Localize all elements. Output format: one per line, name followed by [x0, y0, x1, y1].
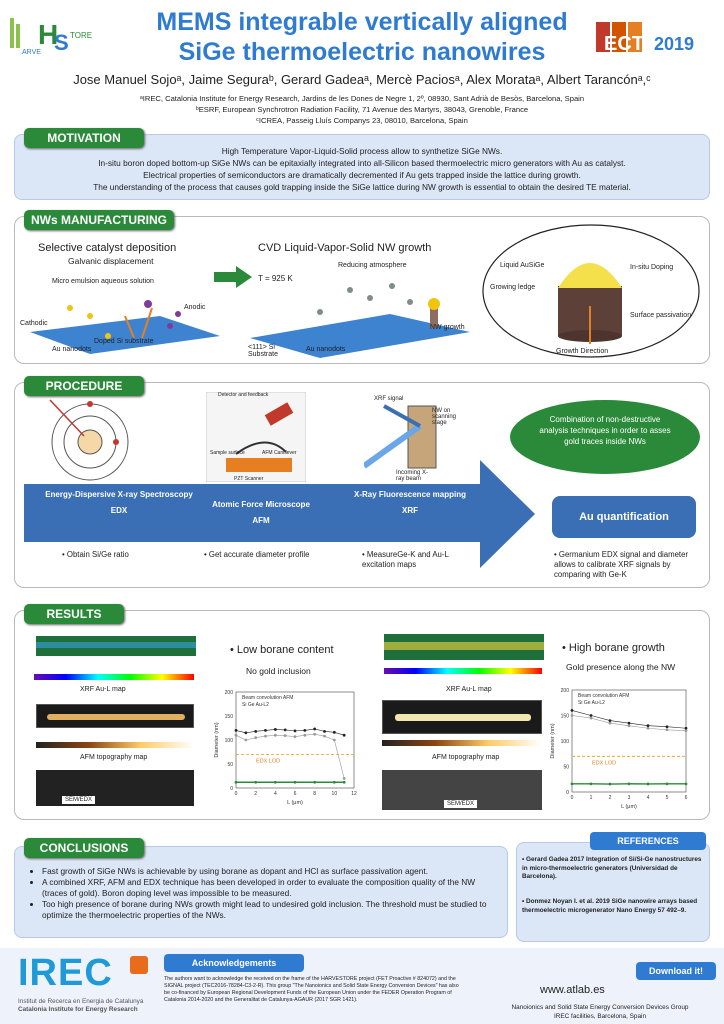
- y-tick-label: 200: [224, 690, 233, 696]
- svg-text:ARVE: ARVE: [22, 49, 41, 56]
- liquid-ausige-label: Liquid AuSiGe: [500, 262, 545, 269]
- afm-cantilever-label: AFM Cantilever: [262, 450, 297, 456]
- anodic-label: Anodic: [184, 304, 206, 311]
- xrf-map-low: [30, 634, 200, 664]
- ect2019-logo: [596, 16, 716, 62]
- au-quant-bullet: • Germanium EDX signal and diameter allows to calibrate XRF signals by comparing with Ge-K: [554, 550, 689, 579]
- data-point: [647, 783, 650, 786]
- data-point: [628, 782, 631, 785]
- y-tick-label: 150: [560, 713, 569, 720]
- edx-lod-label: EDX LOD: [256, 758, 281, 765]
- data-point: [647, 724, 650, 727]
- afm-diagram: [206, 392, 306, 482]
- x-tick-label: 3: [627, 795, 631, 801]
- high-borane-subtitle: Gold presence along the NW: [566, 662, 676, 672]
- micro-emulsion-label: Micro emulsion aqueous solution: [52, 278, 154, 285]
- data-point: [313, 781, 316, 784]
- edx-lod-label: EDX LOD: [592, 760, 617, 767]
- data-point: [235, 781, 238, 784]
- au-quantification-box: Au quantification: [552, 496, 696, 538]
- data-point: [590, 782, 593, 785]
- ect2019-logo-icon: [596, 16, 716, 62]
- acknowledgements-text: The authors want to acknowledge the received on the frame of the HARVESTORE project (FET Proactive # 824072) and the SIGNAL project (TEC2016-78284-C3-2-R). This group "The Nanoionics and Solid State Energy Conversion Devices" has also be co-financed by European Regional Development Funds of the European Union under the FEDER Operation Program of Catalonia 2014-2020 and the Generalitat de Catalunya-AGAUR (2017 SGR 1421).: [164, 976, 459, 1003]
- afm-bullet: • Get accurate diameter profile: [204, 550, 310, 559]
- data-point: [323, 730, 326, 733]
- legend-text-2: Si Ge Au-L2: [242, 702, 269, 708]
- affiliation-b: ᵇESRF, European Synchrotron Radiation Facility, 71 Avenue des Martyrs, 38043, Grenoble, France: [195, 105, 529, 114]
- afm-map-low: [36, 704, 194, 728]
- legend-text: Beam convolution AFM: [578, 693, 630, 699]
- y-axis-label: Diameter (nm): [214, 722, 220, 758]
- cvd-title: CVD Liquid-Vapor-Solid NW growth: [258, 242, 432, 254]
- data-point: [294, 781, 297, 784]
- y-tick-label: 200: [560, 688, 569, 694]
- high-borane-title: • High borane growth: [562, 642, 665, 654]
- affiliation-c: ᶜICREA, Passeig Lluís Companys 23, 08010, Barcelona, Spain: [256, 116, 468, 125]
- y-tick-label: 100: [560, 739, 569, 745]
- catalyst-title: Selective catalyst deposition: [38, 242, 177, 254]
- data-point: [294, 735, 297, 738]
- incoming-beam-label: Incoming X-ray beam: [396, 470, 429, 482]
- xrf-abbr: XRF: [402, 506, 418, 515]
- x-tick-label: 10: [331, 791, 338, 797]
- au-nanodots-label: Au nanodots: [52, 346, 92, 353]
- afm-name: Atomic Force Microscope: [212, 500, 310, 509]
- afm-colorbar-high: [382, 740, 542, 746]
- xrf-bullet: • MeasureGe-K and Au-L excitation maps: [362, 550, 449, 569]
- authors: Jose Manuel Sojoᵃ, Jaime Seguraᵇ, Gerard Gadeaᵃ, Mercè Paciosᵃ, Alex Morataᵃ, Albert Tarancónᵃ,ᶜ: [73, 72, 651, 87]
- acknowledgements-tab: Acknowledgements: [164, 954, 304, 972]
- si111-label: <111> Si Substrate: [248, 344, 278, 358]
- procedure-tab: PROCEDURE: [24, 376, 144, 396]
- data-point: [333, 731, 336, 734]
- data-point: [343, 734, 346, 737]
- x-tick-label: 6: [293, 791, 297, 797]
- motivation-line-1: High Temperature Vapor-Liquid-Solid process allow to synthetize SiGe NWs.: [221, 146, 503, 156]
- y-tick-label: 100: [224, 738, 233, 744]
- data-point: [628, 722, 631, 725]
- data-point: [343, 781, 346, 784]
- detector-label: Detector and feedback: [218, 392, 269, 398]
- data-point: [254, 781, 257, 784]
- irec-logo: IREC: [18, 952, 113, 994]
- y-axis-label: Diameter (nm): [550, 723, 556, 759]
- data-point: [571, 709, 574, 712]
- data-point: [235, 729, 238, 732]
- au-nanodots-label-2: Au nanodots: [306, 346, 346, 353]
- y-tick-label: 50: [227, 762, 233, 768]
- x-tick-label: 4: [273, 791, 277, 797]
- data-point: [254, 736, 257, 739]
- xrf-label-low: XRF Au-L map: [80, 686, 126, 693]
- chart-low-borane: [212, 682, 372, 806]
- results-tab: RESULTS: [24, 604, 124, 624]
- data-point: [666, 782, 669, 785]
- conclusion-item: • Fast growth of SiGe NWs is achievable by using borane as dopant and HCl as surface passivation agent.: [42, 866, 500, 877]
- insitu-doping-label: In-situ Doping: [630, 264, 674, 271]
- data-point: [274, 728, 277, 731]
- motivation-line-4: The understanding of the process that causes gold trapping inside the SiGe lattice during NW growth is essential to obtain the desired TE material.: [93, 182, 631, 192]
- data-point: [685, 729, 688, 732]
- xrf-technique: [350, 490, 470, 516]
- xrf-colorbar-high: [384, 668, 542, 674]
- data-point: [333, 781, 336, 784]
- download-button[interactable]: Download it!: [636, 962, 716, 980]
- data-point: [303, 729, 306, 732]
- motivation-line-3: Electrical properties of semiconductors are dramatically decremented if Au gets trapped inside the lattice during growth.: [143, 170, 581, 180]
- data-point: [609, 783, 612, 786]
- data-point: [264, 735, 267, 738]
- x-tick-label: 4: [646, 795, 650, 801]
- conclusion-item: • Too high presence of borane during NWs growth might lead to undesired gold inclusion. The threshold must be studied to optimize the thermoelectric properties of the NWs.: [42, 899, 500, 921]
- x-tick-label: 0: [234, 791, 238, 797]
- y-tick-label: 50: [563, 764, 569, 771]
- data-point: [571, 782, 574, 785]
- conclusions-list: [30, 866, 500, 921]
- catalyst-subtitle: Galvanic displacement: [68, 256, 154, 266]
- x-tick-label: 5: [665, 795, 669, 801]
- data-point: [323, 735, 326, 738]
- poster-title-line2: SiGe thermoelectric nanowires: [178, 38, 546, 66]
- data-point: [343, 777, 346, 780]
- y-tick-label: 150: [224, 714, 233, 720]
- data-point: [571, 714, 574, 717]
- atom-diagram: [40, 398, 140, 484]
- conclusion-item: • A combined XRF, AFM and EDX technique has been developed in order to evaluate the composition quality of the NW (traces of gold). Boron doping level was impossible to be measured.: [42, 877, 500, 899]
- data-point: [284, 734, 287, 737]
- data-point: [313, 728, 316, 731]
- low-borane-subtitle: No gold inclusion: [246, 666, 311, 676]
- data-point: [666, 725, 669, 728]
- data-point: [294, 729, 297, 732]
- data-point: [235, 734, 238, 737]
- afm-map-high: [382, 700, 542, 734]
- x-tick-label: 2: [254, 791, 258, 797]
- data-point: [303, 734, 306, 737]
- xrf-signal-label: XRF signal: [374, 396, 404, 402]
- x-tick-label: 1: [589, 795, 593, 801]
- temperature-label: T = 925 K: [258, 274, 293, 283]
- procedure-arrow-head: [480, 460, 535, 568]
- growing-ledge-label: Growing ledge: [490, 284, 536, 291]
- afm-abbr: AFM: [252, 516, 270, 525]
- motivation-line-2: In-situ boron doped bottom-up SiGe NWs can be epitaxially integrated into all-Silicon based thermoelectric micro generators with Au as catalyst.: [98, 158, 626, 168]
- reference-1: • Gerard Gadea 2017 Integration of Si/Si-Ge nanostructures in micro-thermoelectric generators (Universidad de Barcelona).: [522, 856, 702, 880]
- facilities: IREC facilities, Barcelona, Spain: [554, 1013, 646, 1020]
- svg-text:ECT: ECT: [604, 33, 644, 55]
- conclusions-tab: CONCLUSIONS: [24, 838, 144, 858]
- data-point: [628, 724, 631, 727]
- edx-name: Energy-Dispersive X-ray Spectroscopy: [45, 490, 193, 499]
- motivation-tab: MOTIVATION: [24, 128, 144, 148]
- afm-label-high: AFM topography map: [432, 754, 500, 761]
- edx-bullet: • Obtain Si/Ge ratio: [62, 550, 129, 559]
- x-tick-label: 8: [313, 791, 317, 797]
- data-point: [284, 729, 287, 732]
- sem-label-low: SEM/EDX: [62, 796, 95, 804]
- data-point: [590, 717, 593, 720]
- y-tick-label: 0: [566, 790, 569, 796]
- doped-si-label: Doped Si substrate: [94, 338, 154, 345]
- references-tab: REFERENCES: [590, 832, 706, 850]
- x-tick-label: 2: [608, 795, 612, 801]
- sample-surface-label: Sample surface: [210, 450, 245, 456]
- combination-ellipse: Combination of non-destructive analysis techniques in order to asses gold traces inside NWs: [510, 400, 700, 474]
- svg-text:H: H: [38, 19, 59, 50]
- growth-direction-label: Growth Direction: [556, 348, 609, 355]
- cathodic-label: Cathodic: [20, 320, 48, 327]
- data-point: [244, 731, 247, 734]
- poster-title-line1: MEMS integrable vertically aligned: [156, 8, 568, 36]
- x-tick-label: 12: [351, 791, 357, 797]
- xrf-label-high: XRF Au-L map: [446, 686, 492, 693]
- sem-image-low: [36, 770, 194, 806]
- afm-label-low: AFM topography map: [80, 754, 148, 761]
- data-point: [609, 722, 612, 725]
- xrf-name: X-Ray Fluorescence mapping: [353, 490, 467, 499]
- irec-sub2: Catalonia Institute for Energy Research: [18, 1006, 138, 1013]
- edx-abbr: EDX: [110, 506, 128, 515]
- x-tick-label: 0: [570, 795, 574, 801]
- chart-high-borane: [548, 680, 704, 810]
- affiliation-a: ᵃIREC, Catalonia Institute for Energy Research, Jardins de les Dones de Negre 1, 2º, 08930, Sant Adrià de Besòs, Barcelona, Spain: [139, 94, 585, 103]
- xrf-map-high: [378, 634, 548, 664]
- edx-technique: [44, 490, 194, 516]
- x-tick-label: 6: [684, 795, 688, 801]
- nw-stage-label: NW on scanning stage: [432, 408, 457, 426]
- irec-sub1: Institut de Recerca en Energia de Catalunya: [18, 998, 144, 1005]
- manufacturing-tab: NWs MANUFACTURING: [24, 210, 174, 230]
- data-point: [590, 714, 593, 717]
- data-point: [274, 734, 277, 737]
- afm-technique: [196, 500, 326, 526]
- data-point: [333, 739, 336, 742]
- reference-2: • Donmez Noyan I. et al. 2019 SiGe nanowire arrays based thermoelectric microgenerator Nano Energy 57 492–9.: [522, 898, 698, 914]
- y-tick-label: 0: [230, 786, 233, 792]
- svg-text:2019: 2019: [654, 34, 695, 54]
- svg-text:TORE: TORE: [70, 31, 93, 40]
- data-point: [254, 730, 257, 733]
- pzt-label: PZT Scanner: [234, 476, 264, 482]
- low-borane-title: • Low borane content: [230, 644, 334, 656]
- data-point: [685, 782, 688, 785]
- afm-colorbar-low: [36, 742, 194, 748]
- motivation-text: [18, 145, 706, 193]
- x-axis-label: L (μm): [287, 800, 303, 806]
- data-point: [666, 728, 669, 731]
- reducing-atmosphere-label: Reducing atmosphere: [338, 262, 407, 269]
- data-point: [264, 729, 267, 732]
- data-point: [609, 719, 612, 722]
- xrf-colorbar-low: [34, 674, 194, 680]
- nw-growth-label: NW growth: [430, 324, 465, 331]
- legend-text: Beam convolution AFM: [242, 695, 294, 701]
- data-point: [647, 727, 650, 730]
- legend-text-2: Si Ge Au-L2: [578, 700, 605, 706]
- sem-label-high: SEM/EDX: [444, 800, 477, 808]
- data-point: [244, 739, 247, 742]
- irec-logo-badge-icon: [130, 956, 148, 974]
- surface-passivation-label: Surface passivation: [630, 312, 692, 319]
- group-name: Nanoionics and Solid State Energy Conversion Devices Group: [511, 1004, 689, 1011]
- website-link[interactable]: www.atlab.es: [540, 984, 605, 996]
- data-point: [274, 781, 277, 784]
- vls-zoom-diagram: [478, 222, 704, 360]
- svg-text:S: S: [54, 30, 69, 55]
- data-point: [685, 727, 688, 730]
- x-axis-label: L (μm): [621, 804, 637, 810]
- data-point: [313, 733, 316, 736]
